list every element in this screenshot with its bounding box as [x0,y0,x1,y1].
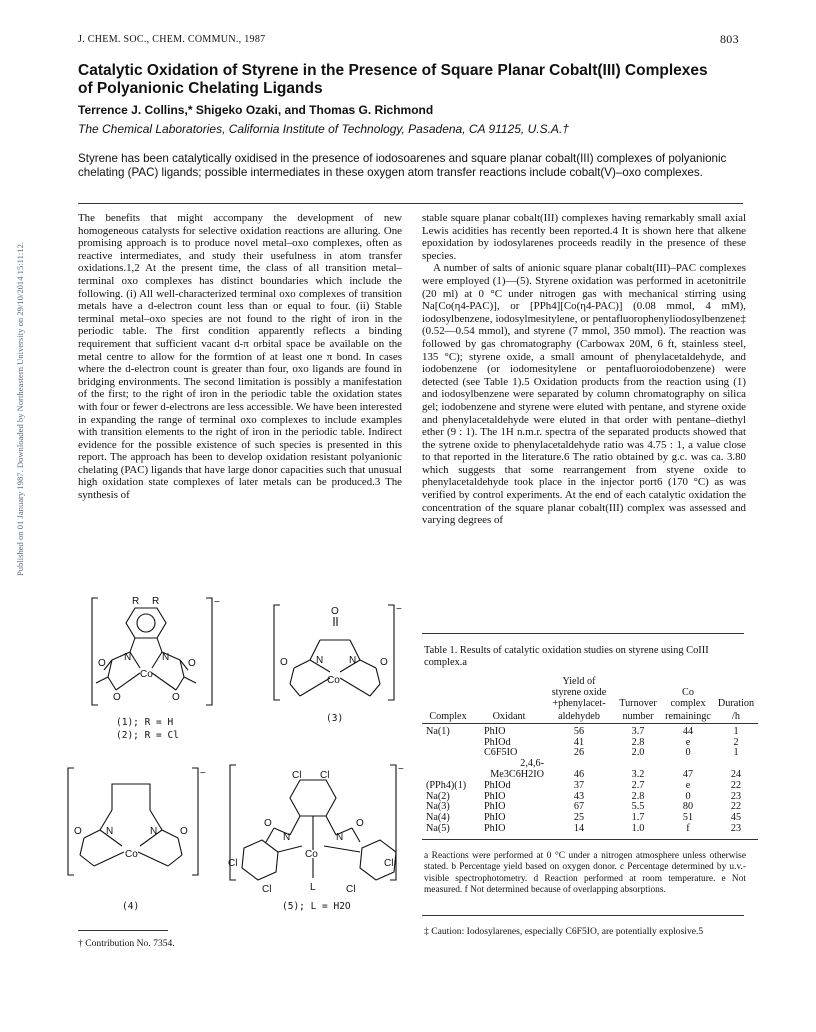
o-atom: O [380,657,388,668]
r-substituent-right: R [152,596,160,607]
table-row [422,727,758,738]
o-atom: O [98,658,106,669]
table-cell-turnover: 3.7 [631,725,645,737]
left-column-paragraph: The benefits that might accompany the development of new homogeneous catalysts for selective oxidation reactions are alluring. One promising approach is to produce novel metal–oxo complexes, often as reactive intermediates, and study their usefulness in atom transfer oxidations.1,2 At the present time, the class of all transition metal–terminal oxo complexes has distinct boundaries which include the following. (i) All well-characterized terminal oxo complexes of transition metals have a d-electron count less than or equal to four. (ii) Stable terminal metal–oxo species are not found to the right of iron in the periodic table. The first condition apparently reflects a binding requirement that sufficient vacant d-π orbital space be available on the metal centre to allow for the formtion of at least one π bond. In cases where the d-electron count is greater than four, oxo ligands are found in bridging environments. The second limitation is possibly a manifestation of the first; to the right of iron in the periodic table the oxidation states with four or fewer d-electrons are less accessible. We have been interested in expanding the range of terminal oxo complexes to include examples with transition elements to the right of iron in the periodic table. Indirect evidence for the possible existence of such species is presented in this report. The approach has been to develop oxidation resistant polyanionic chelating (PAC) ligands that have large donor capacities such that unusual high oxidation state complexes of later metals can be produced.3 The synthesis of [78,212,402,502]
results-table [422,677,758,840]
header-oxidant: Oxidant [492,711,526,723]
publication-sidebar-note: Published on 01 January 1987. Downloaded by Northeastern University on 29/10/2014 15:11:12. [15,241,25,577]
table-row [422,792,758,803]
table-cell-remaining: 44 [682,725,694,737]
table-cell-yield: 14 [573,823,585,835]
n-atom: N [162,652,170,663]
table-cell-complex: (PPh4)(1) [426,779,467,791]
table-cell-yield: 67 [573,801,585,813]
n-atom: N [106,826,114,837]
table-cell-remaining: 80 [682,801,694,813]
n-atom: N [150,826,158,837]
table-cell-remaining: 47 [682,769,694,781]
table-row [422,781,758,792]
table-top-rule [422,633,744,634]
table-cell-turnover: 1.0 [631,823,645,835]
table-cell-duration: 24 [730,769,742,781]
table-cell-remaining: e [685,779,691,791]
table-cell-complex [422,748,474,759]
table-cell-yield: 46 [573,769,585,781]
table-cell-turnover: 1.7 [631,812,645,824]
table-cell-turnover: 5.5 [631,801,645,813]
table-cell-duration: 1 [733,747,739,759]
table-cell-duration: 1 [733,725,739,737]
table-footnotes: a Reactions were performed at 0 °C under a nitrogen atmosphere unless otherwise stated. b Percentage yield based on oxygen donor. c Percentage determined by u.v.-visible spectrophotometry. d Reaction performed at room temperature. e Not measured. f Not determined because of overlapping absorptions. [424,851,746,896]
table-cell-yield: 56 [573,725,585,737]
o-atom: O [74,826,82,837]
o-atom: O [356,818,364,829]
table-cell-complex [422,738,474,749]
table-cell-duration: 23 [730,790,742,802]
table-cell-duration: 2 [733,736,739,748]
table-cell-remaining: 0 [685,790,691,802]
co-atom: Co [305,849,318,860]
co-atom: Co [140,669,153,680]
table-cell-oxidant: PhIOd [484,736,511,748]
table-cell-turnover: 3.2 [631,769,645,781]
table-cell-remaining: e [685,736,691,748]
cl-atom: Cl [384,858,394,869]
l-ligand: L [310,882,316,893]
table-cell-yield: 25 [573,812,585,824]
charge-minus: − [214,597,220,608]
title-line-2: of Polyanionic Chelating Ligands [78,80,323,97]
header-co-3: remainingc [665,711,711,723]
table-cell-yield: 41 [573,736,585,748]
o-atom: O [113,692,121,703]
footnote-rule [78,930,168,931]
header-co-1: Co [682,686,694,698]
table-cell-yield: 37 [573,779,585,791]
label-compound-2: (2); R = Cl [116,730,179,741]
table-cell-oxidant: 2,4,6-Me3C6H2IO [490,758,544,781]
co-atom: Co [327,675,340,686]
table-row [422,824,758,835]
o-atom: O [172,692,180,703]
cl-atom: Cl [228,858,238,869]
header-duration-2: /h [732,711,740,723]
table-cell-yield: 43 [573,790,585,802]
table-cell-turnover: 2.0 [631,747,645,759]
n-atom: N [316,655,324,666]
o-atom: O [188,658,196,669]
cl-atom: Cl [320,770,330,781]
label-compound-5: (5); L = H2O [282,901,351,912]
table-cell-oxidant: PhIO [484,725,506,737]
table-row [422,748,758,759]
header-co-2: complex [670,697,706,709]
table-bottom-rule [422,915,744,916]
o-atom: O [264,818,272,829]
charge-minus: − [200,768,206,779]
header-yield-1: Yield of [562,676,596,687]
table-cell-yield: 26 [573,747,585,759]
cl-atom: Cl [262,884,272,895]
n-atom: N [349,655,357,666]
n-atom: N [124,652,132,663]
o-atom: O [280,657,288,668]
r-substituent-left: R [132,596,140,607]
charge-minus: − [398,764,404,775]
table-cell-complex: Na(2) [426,790,450,802]
label-compound-1: (1); R = H [116,717,174,728]
cl-atom: Cl [292,770,302,781]
table-cell-remaining: 0 [685,747,691,759]
running-header: J. CHEM. SOC., CHEM. COMMUN., 1987 [78,34,266,45]
affiliation: The Chemical Laboratories, California Institute of Technology, Pasadena, CA 91125, U.S.A.† [78,122,569,136]
header-duration-1: Duration [717,697,755,709]
title-line-1: Catalytic Oxidation of Styrene in the Presence of Square Planar Cobalt(III) Complexes [78,62,708,79]
header-complex: Complex [429,711,467,723]
table-cell-oxidant: PhIO [484,801,506,813]
table-cell-oxidant: PhIO [484,790,506,802]
header-yield-2: styrene oxide [551,686,607,698]
table-cell-turnover: 2.8 [631,790,645,802]
caution-footnote: ‡ Caution: Iodosylarenes, especially C6F5IO, are potentially explosive.5 [424,926,704,937]
n-atom: N [336,832,344,843]
authors: Terrence J. Collins,* Shigeko Ozaki, and Thomas G. Richmond [78,103,434,117]
cl-atom: Cl [346,884,356,895]
table-cell-remaining: f [686,823,690,835]
table-cell-duration: 22 [730,779,742,791]
header-yield-4: aldehydeb [558,711,600,723]
table-row [422,813,758,824]
table-row [422,759,758,781]
table-cell-duration: 22 [730,801,742,813]
o-atom: O [180,826,188,837]
table-row [422,738,758,749]
table-cell-oxidant: PhIO [484,812,506,824]
table-cell-complex: Na(4) [426,812,450,824]
table-caption: Table 1. Results of catalytic oxidation studies on styrene using CoIII complex.a [424,645,709,668]
table-cell-duration: 45 [730,812,742,824]
co-atom: Co [125,849,138,860]
table-cell-turnover: 2.7 [631,779,645,791]
table-cell-complex: Na(3) [426,801,450,813]
table-cell-turnover: 2.8 [631,736,645,748]
table-cell-complex: Na(5) [426,823,450,835]
label-compound-4: (4) [122,901,140,912]
page-number: 803 [720,32,739,46]
header-turnover-1: Turnover [619,697,657,709]
table-cell-complex [422,759,474,781]
abstract: Styrene has been catalytically oxidised in the presence of iodosoarenes and square planar cobalt(III) complexes of polyanionic chelating (PAC) ligands; possible intermediates in these oxygen atom transfer reactions include cobalt(V)–oxo complexes. [78,152,727,179]
table-cell-duration: 23 [730,823,742,835]
contribution-footnote: † Contribution No. 7354. [78,938,175,949]
header-yield-3: +phenylacet- [552,697,606,709]
table-cell-oxidant: C6F5IO [484,747,518,759]
table-row [422,802,758,813]
right-column-paragraph-1: stable square planar cobalt(III) complexes having remarkably small axial Lewis acidities has recently been reported.4 It is shown here that alkene epoxidation by iodosylarenes proceeds readily in the presence of these species. [422,212,746,262]
o-atom: O [331,606,339,617]
header-turnover-2: number [622,711,654,723]
table-cell-remaining: 51 [682,812,694,824]
table-cell-oxidant: PhIO [484,823,506,835]
right-column-paragraph-2: A number of salts of anionic square planar cobalt(III)–PAC complexes were employed (1)—(5). Styrene oxidation was performed in acetonitrile (20 ml) at 0 °C under nitrogen gas with mechanical stirring using Na[Co(η4-PAC)], or [PPh4][Co(η4-PAC)] (0.08 mmol, 4 mM), iodosylbenzene, iodosylmesitylene, or pentafluorophenyliodosylbenzene‡ (0.52—0.54 mmol), and styrene (7 mmol, 350 mmol). The reaction was followed by gas chromatography (Carbowax 20M, 6 ft, stainless steel, 135 °C); styrene oxide, a small amount of phenylacetaldehyde, and iodobenzene (or iodomesitylene or pentafluoroiodobenzene) were detected (see Table 1).5 Oxidation products from the reaction using (1) and iodosylbenzene were separated by column chromatography on silica gel; iodobenzene and styrene were eluted with pentane, and styrene oxide and phenylacetaldehyde were eluted in that order with pentane–diethyl ether (9 : 1). The 1H n.m.r. spectra of the separated products showed that the sytrene oxide to phenylacetaldehyde ratio was 4.75 : 1, a value close to that reported in the literature.6 The ratio obtained by g.c. was ca. 3.80 which suggests that some rearrangement from styene oxide to phenylacetaldehyde took place in the injector port6 (170 °C) as was verified by control experiments. At the end of each catalytic oxidation the concentration of the square planar cobalt(III) complex was assessed and varying degrees of [422,262,746,527]
table-cell-complex: Na(1) [426,725,450,737]
label-compound-3: (3) [326,713,344,724]
charge-minus: − [396,604,402,615]
table-cell-oxidant: PhIOd [484,779,511,791]
n-atom: N [283,832,291,843]
